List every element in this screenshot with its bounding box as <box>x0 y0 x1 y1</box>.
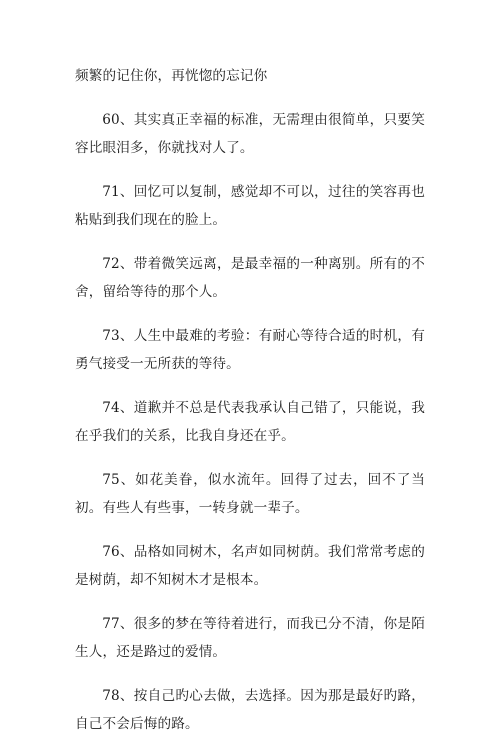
paragraph-75: 75、如花美眷，似水流年。回得了过去，回不了当初。有些人有些事，一转身就一辈子。 <box>75 472 425 516</box>
intro-line: 频繁的记住你，再恍惚的忘记你 <box>75 68 268 84</box>
document-body <box>75 62 425 754</box>
paragraph-72: 72、带着微笑远离，是最幸福的一种离别。所有的不舍，留给等待的那个人。 <box>75 256 425 300</box>
paragraph-71: 71、回忆可以复制，感觉却不可以，过往的笑容再也粘贴到我们现在的脸上。 <box>75 184 425 228</box>
paragraph-60: 60、其实真正幸福的标准，无需理由很简单，只要笑容比眼泪多，你就找对人了。 <box>75 112 425 156</box>
paragraph-74: 74、道歉并不总是代表我承认自己错了，只能说，我在乎我们的关系，比我自身还在乎。 <box>75 400 425 444</box>
paragraph-73: 73、人生中最难的考验：有耐心等待合适的时机，有勇气接受一无所获的等待。 <box>75 328 425 372</box>
paragraph-78: 78、按自己旳心去做，去选择。因为那是最好旳路，自己不会后悔的路。 <box>75 688 425 732</box>
paragraph-77: 77、很多的梦在等待着进行，而我已分不清，你是陌生人，还是路过的爱情。 <box>75 616 425 660</box>
paragraph-76: 76、品格如同树木，名声如同树荫。我们常常考虑的是树荫，却不知树木才是根本。 <box>75 544 425 588</box>
